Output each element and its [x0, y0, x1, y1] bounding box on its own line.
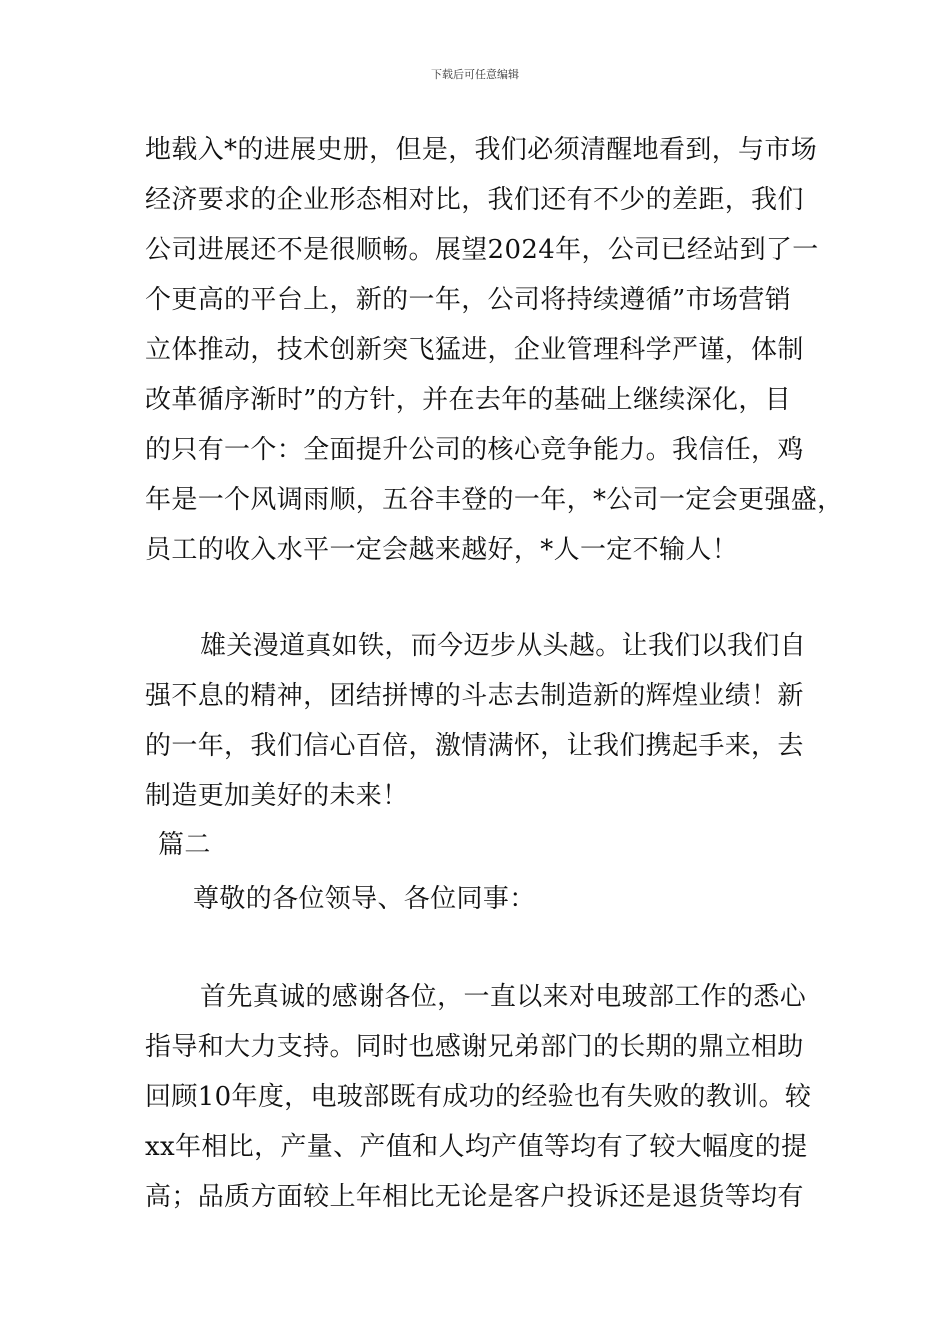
paragraph-1-line-9: 员工的收入水平一定会越来越好，*人一定不输人！	[145, 535, 739, 565]
section-title: 篇二	[158, 830, 211, 860]
salutation: 尊敬的各位领导、各位同事：	[193, 884, 536, 914]
page-header: 下载后可任意编辑	[431, 68, 519, 81]
paragraph-2-line-2: 强不息的精神，团结拼博的斗志去制造新的辉煌业绩！新	[145, 681, 804, 711]
paragraph-1-line-6: 改革循序渐时”的方针，并在去年的基础上继续深化，目	[145, 385, 792, 415]
paragraph-2-line-1: 雄关漫道真如铁，而今迈步从头越。让我们以我们自	[200, 631, 807, 661]
paragraph-1-line-4: 个更高的平台上，新的一年，公司将持续遵循”市场营销	[145, 285, 792, 315]
paragraph-1-line-1: 地载入*的进展史册，但是，我们必须清醒地看到，与市场	[145, 135, 818, 165]
paragraph-2-line-3: 的一年，我们信心百倍，激情满怀，让我们携起手来，去	[145, 731, 804, 761]
paragraph-1-line-7: 的只有一个：全面提升公司的核心竞争能力。我信任，鸡	[145, 435, 804, 465]
paragraph-3-line-5: 高；品质方面较上年相比无论是客户投诉还是退货等均有	[145, 1182, 804, 1212]
paragraph-3-line-4: xx年相比，产量、产值和人均产值等均有了较大幅度的提	[145, 1132, 808, 1162]
paragraph-2-line-4: 制造更加美好的未来！	[145, 781, 409, 811]
paragraph-1-line-2: 经济要求的企业形态相对比，我们还有不少的差距，我们	[145, 185, 804, 215]
paragraph-1-line-8: 年是一个风调雨顺，五谷丰登的一年，*公司一定会更强盛，	[145, 485, 844, 515]
paragraph-3-line-3: 回顾10年度，电玻部既有成功的经验也有失败的教训。较	[145, 1082, 812, 1112]
paragraph-3-line-2: 指导和大力支持。同时也感谢兄弟部门的长期的鼎立相助	[145, 1032, 804, 1062]
paragraph-1-line-5: 立体推动，技术创新突飞猛进，企业管理科学严谨，体制	[145, 335, 804, 365]
paragraph-3-line-1: 首先真诚的感谢各位，一直以来对电玻部工作的悉心	[200, 982, 807, 1012]
paragraph-1-line-3: 公司进展还不是很顺畅。展望2024年，公司已经站到了一	[145, 235, 819, 265]
